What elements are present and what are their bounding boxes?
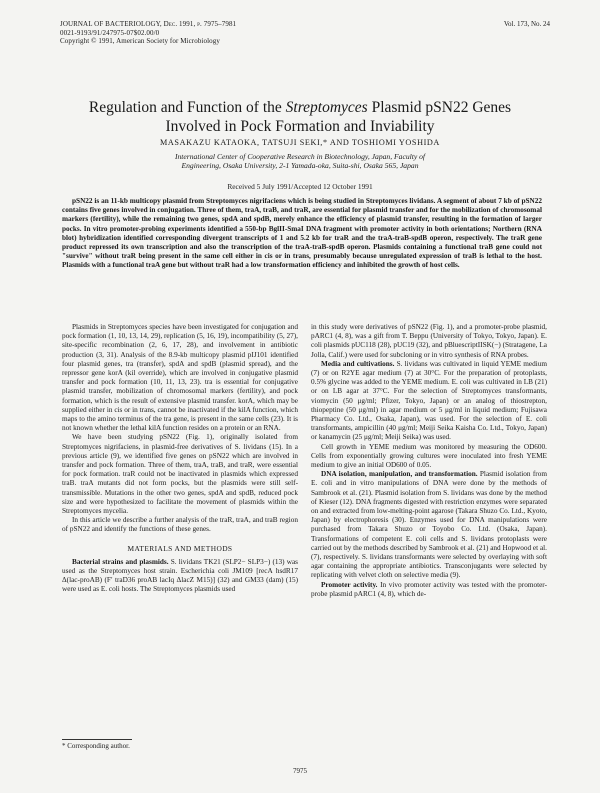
promoter-paragraph: [311, 581, 547, 599]
media-text: S. lividans was cultivated in liquid YEME medium (7) or on R2YE agar medium (7) at 30°C. For the preparation of protoplasts, 0.5% glycine was added to the YEME medium. E. coli was cultivated in LB (21) or on LB agar at 37°C. For the selection of Streptomyces transformants, viomycin (50 μg/ml; Pfizer, Tokyo, Japan) or an analog of thiostrepton, thiopeptine (50 μg/ml) in agar medium or 5 μg/ml in liquid medium; Fujisawa Pharmacy Co. Ltd., Osaka, Japan), was used. For the selection of E. coli transformants, ampicillin (40 μg/ml; Meiji Seika Kaisha Co. Ltd., Tokyo, Japan) or kanamycin (25 μg/ml; Meiji Seika) was used.: [311, 359, 547, 442]
copyright-line: Copyright © 1991, American Society for Microbiology: [60, 37, 220, 46]
journal-citation-line: JOURNAL OF BACTERIOLOGY, Dec. 1991, p. 7975–7981: [60, 20, 237, 28]
abstract: pSN22 is an 11-kb multicopy plasmid from Streptomyces nigrifaciens which is being studied in Streptomyces lividans. A segment of about 7 kb of pSN22 contains five genes involved in conjugation. Three of them, traA, traB, and traR, are essential for plasmid transfer and for the mobilization of chromosomal markers (fertility), while the remaining two genes, spdA and spdB, merely enhance the efficiency of plasmid transfer, resulting in the formation of larger pocks. In vitro promoter-probing experiments identified a 550-bp BglII-SmaI DNA fragment with promoter activity in both orientations; Northern (RNA blot) hybridization identified corresponding divergent transcripts of 1 and 5.2 kb for traR and the traA-traB-spdB operon, respectively. The traR gene product repressed its own transcription and also the transcription of the traA-traB-spdB operon. Plasmids containing a functional traB gene could not "survive" without traR being present in the same cell either in cis or in trans, presumably because unregulated expression of traB is lethal to the host. Plasmids with a functional traA gene but without traR had a low transformation efficiency and inhibited the growth of host cells.: [62, 197, 542, 270]
title-line-2: Involved in Pock Formation and Inviability: [165, 118, 435, 135]
intro-paragraph-1: Plasmids in Streptomyces species have been investigated for conjugation and pock formation (1, 10, 13, 14, 29), replication (5, 16, 19), incompatibility (5, 27), site-specific recombination (2, 6, 17, 28), and involvement in antibiotic production (3, 31). Analysis of the 8.9-kb multicopy plasmid pIJ101 identified four plasmid genes, tra (transfer), spdA and spdB (plasmid spread), and the repressor gene korA (kil override), which are involved in conjugative plasmid transfer and pock formation (10, 11, 13, 23). tra is essential for conjugative plasmid transfer, mobilization of chromosomal markers (fertility), and pock formation, which is the result of extensive plasmid transfer. korA, which may be supplied either in cis or in trans, cannot be inactivated if the kilA function, which maps to the amino terminus of the tra gene, is present in the same cells (23). It is not known whether the lethal kilA function resides on a protein or an RNA.: [62, 323, 298, 433]
dna-paragraph: [311, 470, 547, 580]
issn-line: 0021-9193/91/247975-07$02.00/0: [60, 28, 160, 37]
corresponding-author-footnote: * Corresponding author.: [62, 742, 130, 750]
methods-paragraph-strains: [62, 558, 298, 595]
dna-text: Plasmid isolation from E. coli and in vitro manipulations of DNA were done by the methods of Sambrook et al. (21). Plasmid isolation from S. lividans was done by the method of Kieser (12). DNA fragments digested with restriction enzymes were separated on and extracted from low-melting-point agarose (Takara Shuzo Co. Ltd., Kyoto, Japan) by electrophoresis (30). Enzymes used for DNA manipulations were purchased from Takara Shuzo or Toyobo Co. Ltd. (Osaka, Japan). Transformations of competent E. coli cells and S. lividans protoplasts were carried out by the methods described by Sambrook et al. (21) and Hopwood et al. (7), respectively. S. lividans transformants were selected by overlaying with soft agar containing the appropriate antibiotics. Transconjugants were selected by replicating with velvet cloth on selective media (9).: [311, 470, 547, 580]
title-line-1: [40, 98, 560, 117]
right-paragraph-plasmids: in this study were derivatives of pSN22 (Fig. 1), and a promoter-probe plasmid, pARC1 (4, 8), was a gift from T. Beppu (University of Tokyo, Tokyo, Japan). E. coli plasmids pUC118 (28), pUC19 (32), and pBluescriptIISK(−) (Stratagene, La Jolla, Calif.) were used for subcloning or in vitro synthesis of RNA probes.: [311, 323, 547, 359]
right-column: [311, 323, 547, 599]
journal-header: [60, 20, 390, 46]
intro-paragraph-2: We have been studying pSN22 (Fig. 1), originally isolated from Streptomyces nigrifaciens, in plasmid-free derivatives of S. lividans (15). In a previous article (9), we identified five genes on pSN22 which are involved in transfer and pock formation. Three of them, traA, traB, and traR, were essential for pock formation. traR could not be inactivated in plasmids which expressed traB. traA mutants did not form pocks, but the plasmids were still self-transmissible. Mutations in the other two genes, spdA and spdB, reduced pock size and were hypothesized to facilitate the movement of plasmids within the Streptomyces mycelia.: [62, 433, 298, 516]
footnote-divider: [62, 739, 132, 740]
run-in-heading: Bacterial strains and plasmids.: [72, 557, 169, 566]
title-italic-genus: Streptomyces: [285, 99, 368, 116]
run-in-heading: Media and cultivations.: [321, 359, 395, 368]
received-dates: Received 5 July 1991/Accepted 12 October 1991: [227, 182, 373, 191]
run-in-heading: DNA isolation, manipulation, and transformation.: [321, 470, 478, 479]
media-paragraph: [311, 360, 547, 443]
article-title: [40, 98, 560, 136]
title-line-1-end: Plasmid pSN22 Genes: [367, 99, 512, 116]
title-line-1-start: Regulation and Function of the: [88, 99, 286, 116]
author-list: MASAKAZU KATAOKA, TATSUJI SEKI,* AND TOSHIOMI YOSHIDA: [160, 138, 440, 147]
page-number: 7975: [293, 767, 307, 775]
affiliation-line-2: Engineering, Osaka University, 2-1 Yamada-oka, Suita-shi, Osaka 565, Japan: [181, 161, 419, 171]
volume-number: Vol. 173, No. 24: [503, 20, 550, 28]
intro-paragraph-3: In this article we describe a further analysis of the traR, traA, and traB region of pSN22 and identify the functions of these genes.: [62, 516, 298, 534]
affiliation-line-1: International Center of Cooperative Research in Biotechnology, Japan, Faculty of: [174, 152, 426, 161]
run-in-heading: Promoter activity.: [321, 580, 378, 589]
cell-growth-paragraph: Cell growth in YEME medium was monitored by measuring the OD600. Cells from exponentially growing cultures were inoculated into fresh YEME medium to give an initial OD600 of 0.05.: [311, 442, 547, 470]
promoter-text: In vivo promoter activity was tested with the promoter-probe plasmid pARC1 (4, 8), which de-: [311, 580, 547, 598]
left-column: [62, 323, 298, 595]
affiliation: [70, 152, 530, 171]
section-title-methods: MATERIALS AND METHODS: [127, 543, 233, 553]
methods-strains-text: S. lividans TK21 (SLP2− SLP3−) (13) was used as the Streptomyces host strain. Escherichia coli JM109 [recA hsdR17 Δ(lac-proAB) (F′ traD36 proAB lacIq ΔlacZ M15)] (32) and GM33 (dam) (15) were used as E. coli hosts. The Streptomyces plasmids used: [62, 557, 299, 594]
